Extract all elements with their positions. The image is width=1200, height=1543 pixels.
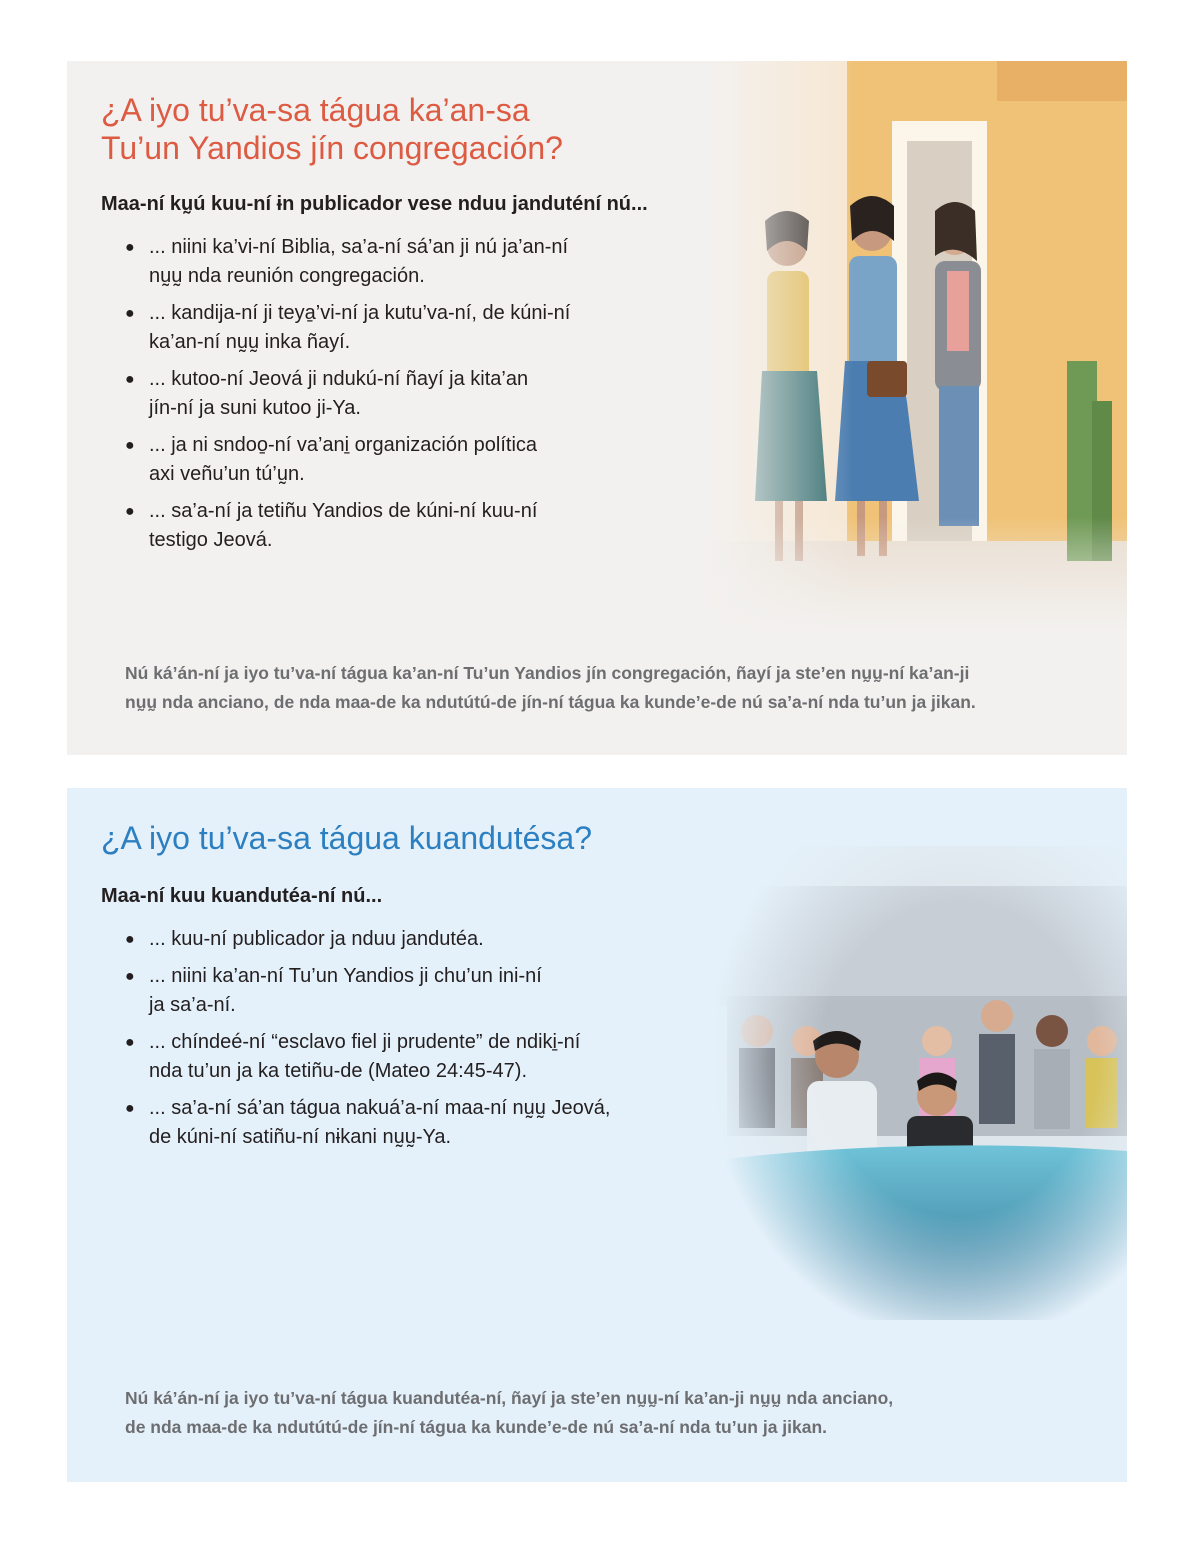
congregation-readiness-panel <box>67 61 1127 755</box>
list-item: ● ... niini ka’vi-ní Biblia, sa’a-ní sá’an ji nú ja’an-ní nṵṵ nda reunión congregación. <box>125 233 685 291</box>
footnote: Nú ká’án-ní ja iyo tu’va-ní tágua ka’an-ní Tu’un Yandios jín congregación, ñayí ja ste’en nṵṵ-ní ka’an-ji nṵṵ nda anciano, de nda maa-de ka ndutútú-de jín-ní tágua ka kunde’e-de nú sa’a-ní nda tu’un ja jikan. <box>125 663 976 712</box>
requirements-list <box>125 925 685 1160</box>
list-item: ● ... sa’a-ní ja tetiñu Yandios de kúni-ní kuu-ní testigo Jeová. <box>125 497 685 555</box>
baptism-illustration <box>707 846 1127 1320</box>
bullet-icon: ● <box>125 239 135 256</box>
bullet-icon: ● <box>125 437 135 454</box>
bullet-icon: ● <box>125 968 135 985</box>
list-item: ● ... sa’a-ní sá’an tágua nakuá’a-ní maa-ní nṵṵ Jeová, de kúni-ní satiñu-ní nɨkani nṵṵ-Ya. <box>125 1094 685 1152</box>
list-item: ● ... chíndeé-ní “esclavo fiel ji prudente” de ndiki̱-ní nda tu’un ja ka tetiñu-de (Mateo 24:45-47). <box>125 1028 685 1086</box>
footnote: Nú ká’án-ní ja iyo tu’va-ní tágua kuandutéa-ní, ñayí ja ste’en nṵṵ-ní ka’an-ji nṵṵ nda anciano, de nda maa-de ka ndutútú-de jín-ní tágua ka kunde’e-de nú sa’a-ní nda tu’un ja jikan. <box>125 1388 894 1437</box>
list-item: ● ... ja ni sndoo̱-ní va’ani̱ organización política axi veñu’un tú’ṵn. <box>125 431 685 489</box>
bullet-icon: ● <box>125 1034 135 1051</box>
bullet-icon: ● <box>125 1100 135 1117</box>
section-title <box>101 91 563 167</box>
door-to-door-illustration <box>707 61 1127 631</box>
bullet-icon: ● <box>125 931 135 948</box>
list-item: ● ... kutoo-ní Jeová ji ndukú-ní ñayí ja kita’an jín-ní ja suni kutoo ji-Ya. <box>125 365 685 423</box>
bullet-icon: ● <box>125 503 135 520</box>
bullet-icon: ● <box>125 305 135 322</box>
baptism-readiness-panel <box>67 788 1127 1482</box>
list-item: ● ... niini ka’an-ní Tu’un Yandios ji chu’un ini-ní ja sa’a-ní. <box>125 962 685 1020</box>
title-line-1: ¿A iyo tu’va-sa tágua ka’an-sa <box>101 92 530 128</box>
title-line-2: Tu’un Yandios jín congregación? <box>101 130 563 166</box>
list-item: ● ... kandija-ní ji teya̱’vi-ní ja kutu’va-ní, de kúni-ní ka’an-ní nṵṵ inka ñayí. <box>125 299 685 357</box>
section-title: ¿A iyo tu’va-sa tágua kuandutésa? <box>101 820 592 856</box>
list-item: ● ... kuu-ní publicador ja nduu jandutéa. <box>125 925 685 954</box>
bullet-icon: ● <box>125 371 135 388</box>
lead-text: Maa-ní kṵú kuu-ní ɨn publicador vese nduu janduténí nú... <box>101 193 648 215</box>
lead-text: Maa-ní kuu kuandutéa-ní nú... <box>101 885 383 907</box>
requirements-list <box>125 233 685 563</box>
